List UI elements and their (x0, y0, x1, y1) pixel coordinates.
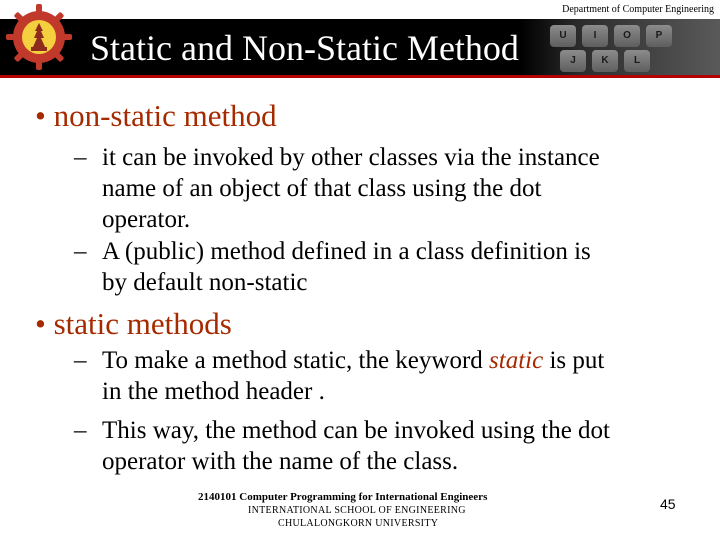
key-u: U (550, 25, 576, 47)
text-fragment: To make a method static, the keyword (102, 347, 490, 374)
text-line: operator with the name of the class. (102, 448, 459, 475)
key-k: K (592, 50, 618, 72)
department-label: Department of Computer Engineering (562, 4, 714, 15)
page-number: 45 (660, 496, 676, 512)
text-fragment: is put (543, 347, 605, 374)
course-name: 2140101 Computer Programming for International Engineers (198, 491, 488, 503)
bullet-non-static: • non-static method (35, 98, 277, 133)
key-l: L (624, 50, 650, 72)
text-line: This way, the method can be invoked using the dot (102, 417, 610, 444)
text-line (102, 345, 604, 376)
text-line: A (public) method defined in a class definition is (102, 238, 591, 265)
school-name: INTERNATIONAL SCHOOL OF ENGINEERING (248, 505, 466, 516)
key-i: I (582, 25, 608, 47)
title-banner (0, 19, 720, 75)
text-line: name of an object of that class using the dot (102, 175, 542, 202)
key-p: P (646, 25, 672, 47)
key-o: O (614, 25, 640, 47)
keyboard-image (520, 19, 720, 75)
bullet-heading: non-static method (53, 98, 277, 133)
slide-title: Static and Non-Static Method (90, 28, 519, 68)
bullet-heading: static methods (53, 306, 232, 341)
university-logo-icon (5, 3, 73, 71)
bullet-static: • static methods (35, 306, 232, 341)
slide-footer (198, 491, 487, 530)
text-line: in the method header . (102, 378, 325, 405)
key-j: J (560, 50, 586, 72)
text-line: by default non-static (102, 269, 308, 296)
text-line: operator. (102, 206, 191, 233)
text-line: it can be invoked by other classes via the instance (102, 144, 600, 171)
title-rule (0, 75, 720, 78)
keyword-static: static (489, 347, 544, 374)
university-name: CHULALONGKORN UNIVERSITY (278, 518, 439, 529)
